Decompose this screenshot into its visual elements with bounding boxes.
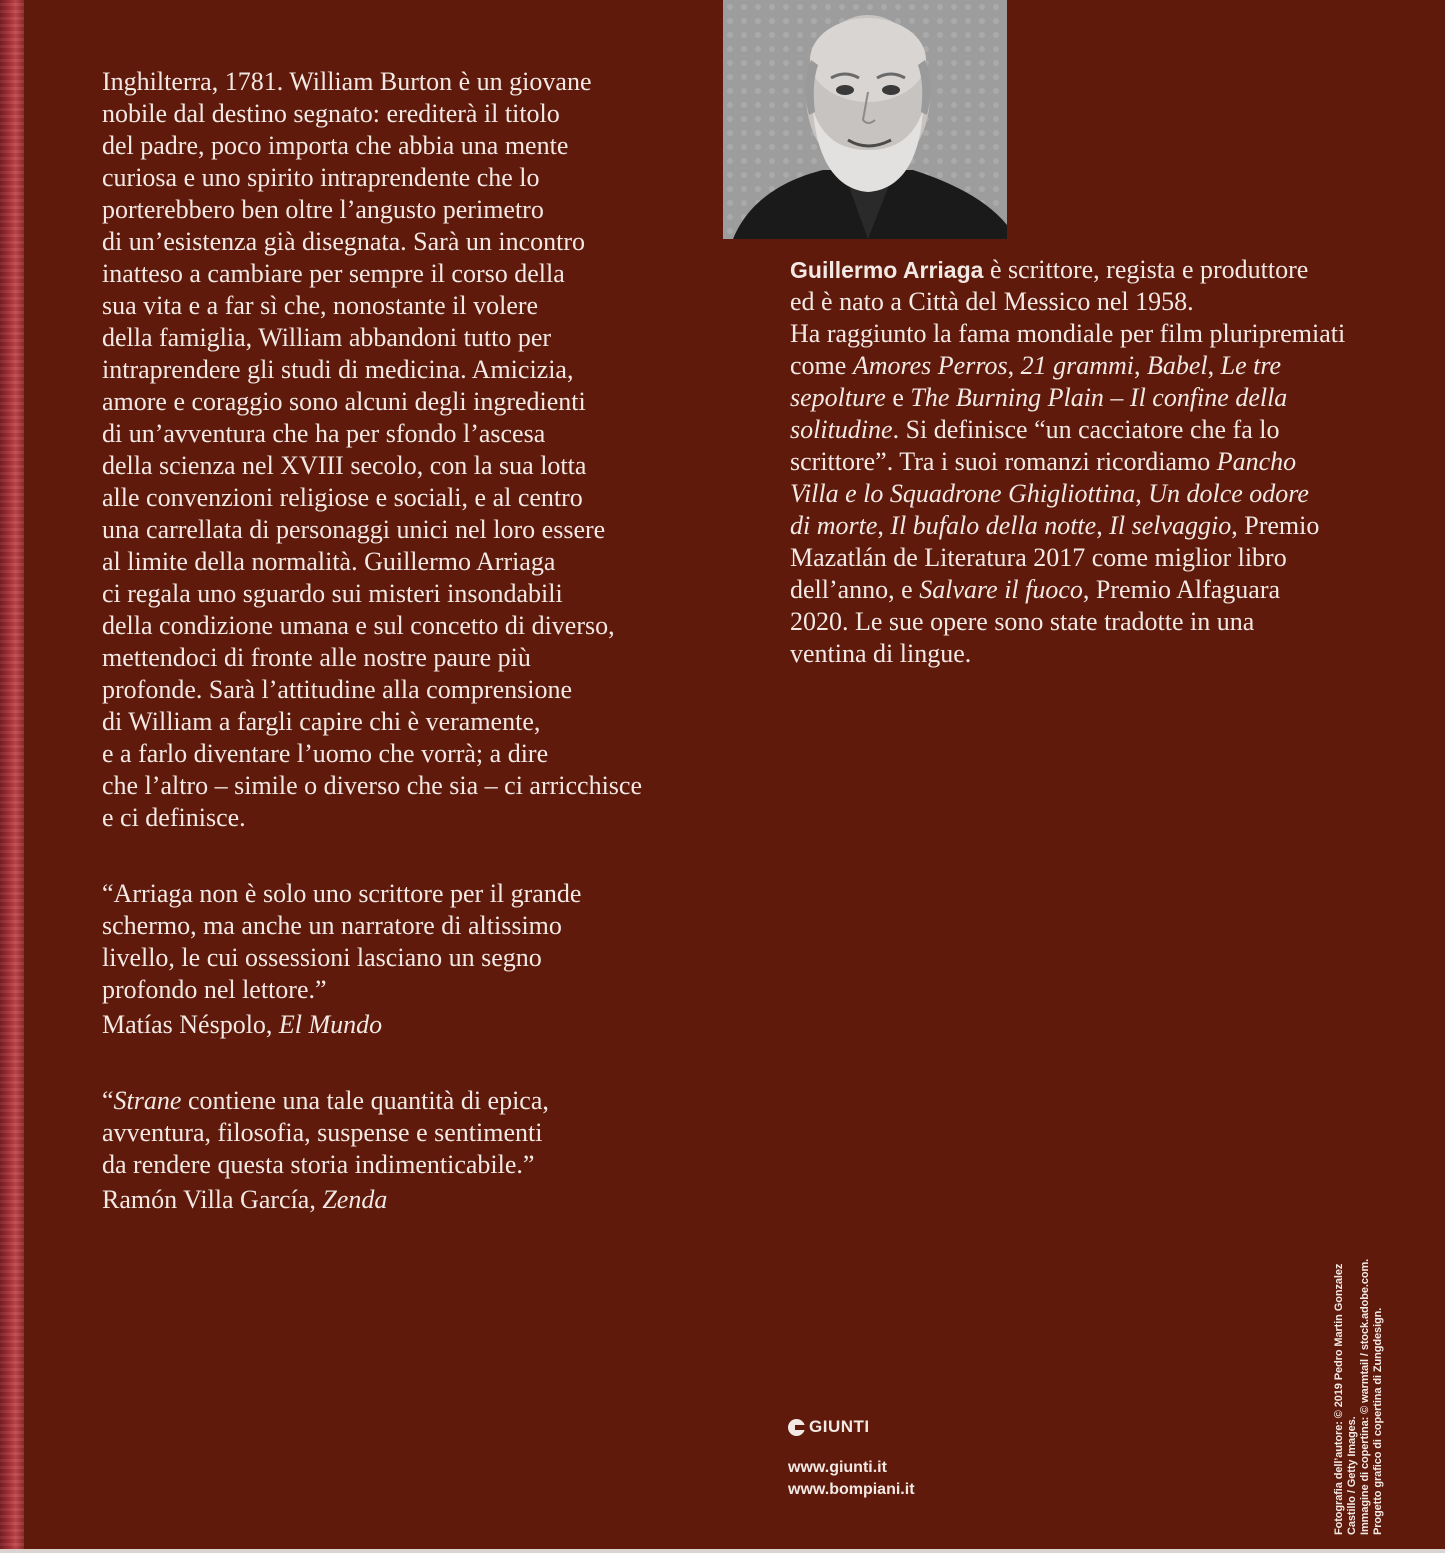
author-bio	[790, 254, 1390, 670]
novel-title: Salvare il fuoco	[919, 575, 1083, 604]
review-quote-el-mundo	[102, 878, 672, 1041]
synopsis-line: Inghilterra, 1781. William Burton è un giovane	[102, 67, 592, 96]
synopsis-line: della famiglia, William abbandoni tutto per	[102, 323, 552, 352]
synopsis-line: che l’altro – simile o diverso che sia – ci arricchisce	[102, 771, 643, 800]
quote-author: Ramón Villa García,	[102, 1185, 323, 1214]
author-photo	[723, 0, 1007, 239]
synopsis-line: di un’esistenza già disegnata. Sarà un incontro	[102, 227, 586, 256]
synopsis-line: mettendoci di fronte alle nostre paure più	[102, 643, 531, 672]
synopsis-line: una carrellata di personaggi unici nel loro essere	[102, 515, 606, 544]
quote-line: “Arriaga non è solo uno scrittore per il grande	[102, 879, 582, 908]
synopsis-line: al limite della normalità. Guillermo Arriaga	[102, 547, 556, 576]
publisher-urls	[788, 1457, 915, 1501]
bompiani-url-link[interactable]: www.bompiani.it	[788, 1481, 915, 1498]
quote-line: schermo, ma anche un narratore di altissimo	[102, 911, 562, 940]
giunti-logo-icon	[788, 1419, 805, 1436]
synopsis-line: ci regala uno sguardo sui misteri insondabili	[102, 579, 563, 608]
bio-text: . Si definisce “un cacciatore che fa lo	[892, 415, 1280, 444]
synopsis-line: di William a fargli capire chi è veramente,	[102, 707, 541, 736]
synopsis-line: della condizione umana e sul concetto di diverso,	[102, 611, 615, 640]
quote-line: livello, le cui ossessioni lasciano un segno	[102, 943, 542, 972]
author-portrait-illustration	[723, 0, 1007, 239]
film-title: Babel	[1147, 351, 1208, 380]
bio-text: ed è nato a Città del Messico nel 1958.	[790, 287, 1194, 316]
credit-line: Immagine di copertina: © warmtail / stock.adobe.com.	[1359, 1258, 1371, 1535]
publisher-block	[788, 1417, 915, 1501]
quote-attribution	[102, 1184, 672, 1216]
synopsis-line: profonde. Sarà l’attitudine alla comprensione	[102, 675, 573, 704]
novel-title: di morte	[790, 511, 878, 540]
bio-text: ,	[1207, 351, 1221, 380]
quote-open-mark: “	[102, 1086, 114, 1115]
bio-text: , Premio	[1231, 511, 1320, 540]
bio-text: come	[790, 351, 853, 380]
novel-title: Pancho	[1216, 447, 1297, 476]
credit-line: Fotografia dell’autore: © 2019 Pedro Martin Gonzalez	[1333, 1263, 1345, 1535]
quote-book-title: Strane	[113, 1086, 182, 1115]
quote-attribution	[102, 1009, 672, 1041]
bio-text: ,	[1096, 511, 1110, 540]
page-bottom-edge	[0, 1549, 1445, 1553]
bio-text: e	[885, 383, 911, 412]
film-title: 21 grammi	[1020, 351, 1134, 380]
bio-text: 2020. Le sue opere sono state tradotte in una	[790, 607, 1255, 636]
book-spine-edge	[0, 0, 24, 1553]
synopsis-line: di un’avventura che ha per sfondo l’ascesa	[102, 419, 546, 448]
synopsis-line: e ci definisce.	[102, 803, 246, 832]
bio-text: ,	[1135, 479, 1149, 508]
film-title: Le tre	[1220, 351, 1282, 380]
giunti-logo-text: GIUNTI	[809, 1417, 870, 1436]
bio-text: ,	[1134, 351, 1147, 380]
synopsis-line: sua vita e a far sì che, nonostante il volere	[102, 291, 539, 320]
quote-line: profondo nel lettore.”	[102, 975, 327, 1004]
author-name: Guillermo Arriaga	[790, 257, 984, 283]
bio-text: ventina di lingue.	[790, 639, 972, 668]
left-column	[102, 66, 672, 1216]
quote-line: contiene una tale quantità di epica,	[181, 1086, 549, 1115]
quote-source: El Mundo	[278, 1010, 383, 1039]
giunti-url-link[interactable]: www.giunti.it	[788, 1459, 887, 1476]
synopsis-line: amore e coraggio sono alcuni degli ingredienti	[102, 387, 586, 416]
synopsis-line: e a farlo diventare l’uomo che vorrà; a dire	[102, 739, 549, 768]
bio-text: è scrittore, regista e produttore	[983, 255, 1309, 284]
synopsis-line: della scienza nel XVIII secolo, con la sua lotta	[102, 451, 587, 480]
film-title: Amores Perros	[852, 351, 1008, 380]
review-quote-zenda	[102, 1085, 672, 1216]
quote-line: da rendere questa storia indimenticabile.”	[102, 1150, 535, 1179]
bio-text: ,	[1007, 351, 1021, 380]
film-title: sepolture	[790, 383, 886, 412]
synopsis-line: curiosa e uno spirito intraprendente che lo	[102, 163, 540, 192]
synopsis-line: inatteso a cambiare per sempre il corso della	[102, 259, 565, 288]
bio-text: dell’anno, e	[790, 575, 920, 604]
novel-title: Villa e lo Squadrone Ghigliottina	[790, 479, 1136, 508]
film-title: The Burning Plain – Il confine della	[910, 383, 1288, 412]
synopsis-line: porterebbero ben oltre l’angusto perimetro	[102, 195, 544, 224]
quote-line: avventura, filosofia, suspense e sentimenti	[102, 1118, 543, 1147]
novel-title: Un dolce odore	[1148, 479, 1309, 508]
credit-line: Castillo / Getty Images.	[1346, 1416, 1358, 1535]
image-credits	[1333, 1195, 1385, 1535]
credit-line: Progetto grafico di copertina di Zungdesign.	[1372, 1307, 1384, 1535]
novel-title: Il selvaggio	[1109, 511, 1232, 540]
bio-text: , Premio Alfaguara	[1082, 575, 1281, 604]
synopsis-line: alle convenzioni religiose e sociali, e al centro	[102, 483, 583, 512]
quote-author: Matías Néspolo,	[102, 1010, 279, 1039]
bio-text: scrittore”. Tra i suoi romanzi ricordiamo	[790, 447, 1217, 476]
bio-text: Ha raggiunto la fama mondiale per film pluripremiati	[790, 319, 1346, 348]
film-title: solitudine	[790, 415, 893, 444]
bio-text: Mazatlán de Literatura 2017 come miglior libro	[790, 543, 1287, 572]
synopsis-line: intraprendere gli studi di medicina. Amicizia,	[102, 355, 574, 384]
synopsis-line: del padre, poco importa che abbia una mente	[102, 131, 569, 160]
giunti-logo	[788, 1417, 915, 1437]
quote-source: Zenda	[322, 1185, 388, 1214]
bio-text: ,	[877, 511, 891, 540]
synopsis-line: nobile dal destino segnato: erediterà il titolo	[102, 99, 560, 128]
novel-title: Il bufalo della notte	[890, 511, 1097, 540]
synopsis	[102, 66, 672, 834]
